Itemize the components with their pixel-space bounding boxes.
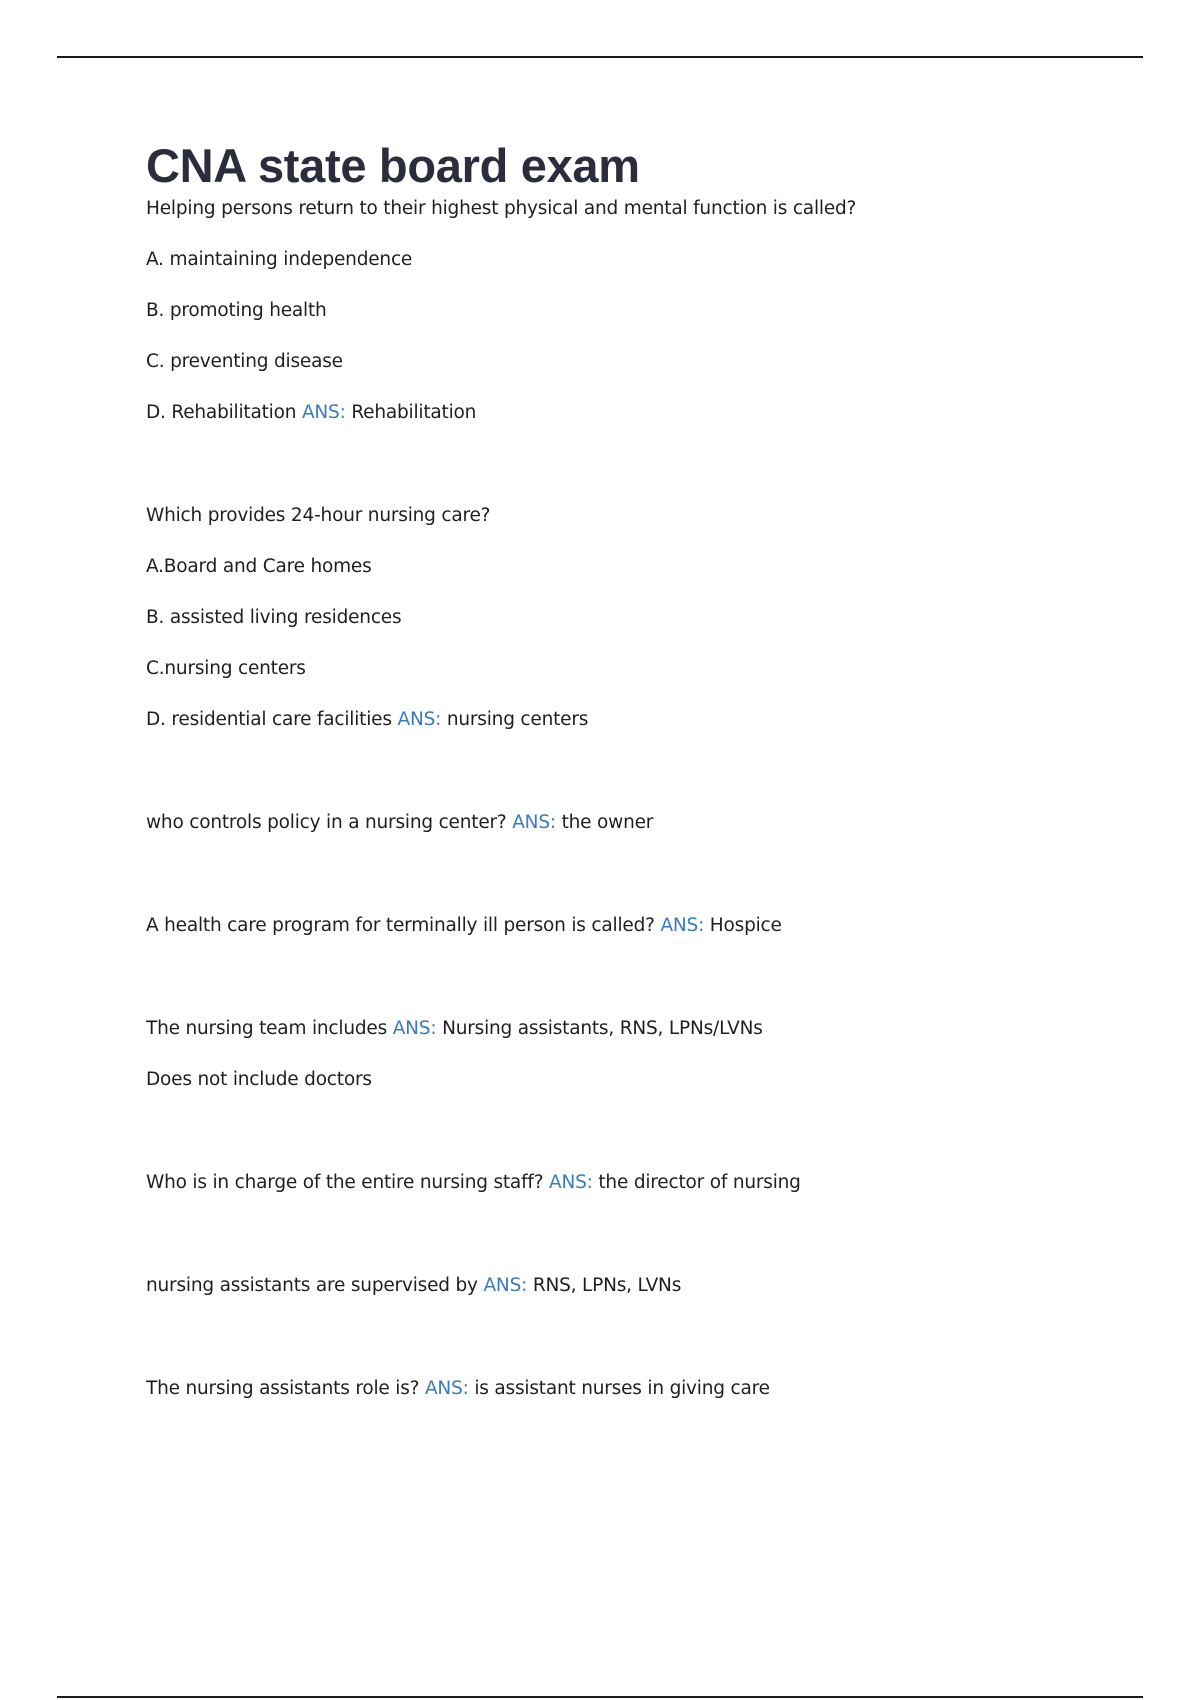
q7-question: nursing assistants are supervised by [146, 1275, 478, 1296]
q3-question: who controls policy in a nursing center? [146, 812, 507, 833]
top-rule [57, 56, 1143, 58]
q6-question: Who is in charge of the entire nursing staff? [146, 1172, 544, 1193]
document-title: CNA state board exam [146, 139, 640, 192]
q4-line [146, 913, 1106, 939]
q5-note: Does not include doctors [146, 1069, 372, 1090]
q2-option-d: D. residential care facilities [146, 709, 392, 730]
ans-label: ANS: [424, 1378, 469, 1399]
q3-line [146, 810, 1106, 836]
q2-option-a: A.Board and Care homes [146, 556, 372, 577]
q1-answer: Rehabilitation [351, 402, 477, 423]
document-body [146, 140, 1106, 1427]
q6-line [146, 1170, 1106, 1196]
q2-option-c: C.nursing centers [146, 658, 306, 679]
q2-option-b: B. assisted living residences [146, 607, 402, 628]
bottom-rule [57, 1696, 1143, 1698]
q1-option-b: B. promoting health [146, 300, 327, 321]
ans-label: ANS: [512, 812, 556, 833]
ans-label: ANS: [392, 1018, 437, 1039]
q5-line [146, 1016, 1106, 1042]
q2-option-d-line [146, 707, 1106, 733]
ans-label: ANS: [483, 1275, 528, 1296]
q1-option-c: C. preventing disease [146, 351, 343, 372]
q2-question: Which provides 24-hour nursing care? [146, 505, 491, 526]
q1-question: Helping persons return to their highest physical and mental function is called? [146, 198, 857, 219]
q4-question: A health care program for terminally ill person is called? [146, 915, 655, 936]
ans-label: ANS: [301, 402, 346, 423]
q5-question: The nursing team includes [146, 1018, 388, 1039]
ans-label: ANS: [660, 915, 705, 936]
q6-answer: the director of nursing [598, 1172, 801, 1193]
q5-answer: Nursing assistants, RNS, LPNs/LVNs [442, 1018, 763, 1039]
ans-label: ANS: [549, 1172, 593, 1193]
q8-question: The nursing assistants role is? [146, 1378, 420, 1399]
q8-answer: is assistant nurses in giving care [474, 1378, 770, 1399]
q7-answer: RNS, LPNs, LVNs [532, 1275, 682, 1296]
q1-option-d-line [146, 400, 1106, 426]
q2-answer: nursing centers [446, 709, 589, 730]
q3-answer: the owner [561, 812, 654, 833]
q4-answer: Hospice [709, 915, 782, 936]
q1-option-d: D. Rehabilitation [146, 402, 297, 423]
q1-option-a: A. maintaining independence [146, 249, 413, 270]
q8-line [146, 1376, 1106, 1402]
ans-label: ANS: [397, 709, 442, 730]
q7-line [146, 1273, 1106, 1299]
